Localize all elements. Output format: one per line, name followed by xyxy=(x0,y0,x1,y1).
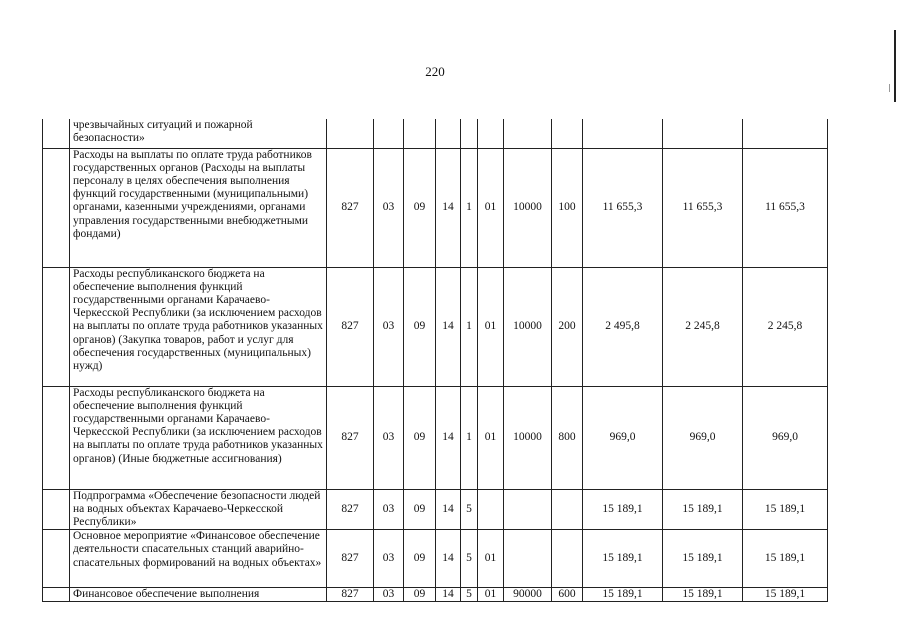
table-row xyxy=(43,119,828,148)
row-code: 827 xyxy=(327,588,374,602)
row-amount-3: 15 189,1 xyxy=(743,530,828,588)
row-code: 827 xyxy=(327,530,374,588)
row-amount-2: 15 189,1 xyxy=(663,489,743,530)
row-amount-1: 11 655,3 xyxy=(583,148,663,267)
row-description: Расходы республиканского бюджета на обеспечение выполнения функций государственными органами Карачаево-Черкесской Республики (за исключением расходов на выплаты по оплате труда работников указанных органов) (Закупка товаров, работ и услуг для обеспечения государственных (муниципальных) нужд) xyxy=(70,267,327,386)
row-amount-3: 15 189,1 xyxy=(743,489,828,530)
row-expense-type xyxy=(552,489,583,530)
row-subsection: 09 xyxy=(404,267,436,386)
row-section: 03 xyxy=(374,148,404,267)
row-subprogram: 1 xyxy=(461,267,478,386)
row-section xyxy=(374,119,404,148)
row-description: чрезвычайных ситуаций и пожарной безопасности» xyxy=(70,119,327,148)
table-row xyxy=(43,267,828,386)
row-program: 14 xyxy=(436,530,461,588)
row-program: 14 xyxy=(436,489,461,530)
row-subsection: 09 xyxy=(404,588,436,602)
row-amount-3 xyxy=(743,119,828,148)
budget-table xyxy=(42,119,828,602)
row-amount-3: 15 189,1 xyxy=(743,588,828,602)
row-expense-type: 200 xyxy=(552,267,583,386)
row-subsection: 09 xyxy=(404,530,436,588)
row-code xyxy=(327,119,374,148)
row-expense-type xyxy=(552,119,583,148)
row-amount-3: 2 245,8 xyxy=(743,267,828,386)
row-expense-type: 600 xyxy=(552,588,583,602)
row-subprogram: 1 xyxy=(461,148,478,267)
row-article: 10000 xyxy=(504,267,552,386)
row-gutter xyxy=(43,386,70,489)
row-amount-2: 969,0 xyxy=(663,386,743,489)
row-gutter xyxy=(43,588,70,602)
row-article xyxy=(504,530,552,588)
row-program: 14 xyxy=(436,588,461,602)
row-program: 14 xyxy=(436,386,461,489)
row-amount-1: 15 189,1 xyxy=(583,530,663,588)
row-amount-3: 969,0 xyxy=(743,386,828,489)
row-description: Расходы на выплаты по оплате труда работников государственных органов (Расходы на выплаты персоналу в целях обеспечения выполнения функций государственными (муниципальными) органами, казенными учреждениями, органами управления государственными внебюджетными фондами) xyxy=(70,148,327,267)
row-section: 03 xyxy=(374,489,404,530)
row-amount-1: 15 189,1 xyxy=(583,489,663,530)
row-article: 90000 xyxy=(504,588,552,602)
row-expense-type: 800 xyxy=(552,386,583,489)
row-subprogram: 5 xyxy=(461,530,478,588)
row-subprogram: 5 xyxy=(461,588,478,602)
row-gutter xyxy=(43,489,70,530)
row-subprogram: 1 xyxy=(461,386,478,489)
row-subprogram: 5 xyxy=(461,489,478,530)
row-article: 10000 xyxy=(504,148,552,267)
row-amount-2: 11 655,3 xyxy=(663,148,743,267)
row-gutter xyxy=(43,530,70,588)
table-row xyxy=(43,588,828,602)
row-subsection xyxy=(404,119,436,148)
row-program xyxy=(436,119,461,148)
row-program: 14 xyxy=(436,267,461,386)
row-subsection: 09 xyxy=(404,148,436,267)
row-article: 10000 xyxy=(504,386,552,489)
table-row xyxy=(43,530,828,588)
row-expense-type: 100 xyxy=(552,148,583,267)
table-row xyxy=(43,148,828,267)
scan-edge-tick xyxy=(889,84,890,92)
row-direction: 01 xyxy=(478,530,504,588)
row-section: 03 xyxy=(374,530,404,588)
row-description: Расходы республиканского бюджета на обеспечение выполнения функций государственными органами Карачаево-Черкесской Республики (за исключением расходов на выплаты по оплате труда работников указанных органов) (Иные бюджетные ассигнования) xyxy=(70,386,327,489)
row-amount-1: 15 189,1 xyxy=(583,588,663,602)
row-gutter xyxy=(43,119,70,148)
row-direction: 01 xyxy=(478,588,504,602)
row-program: 14 xyxy=(436,148,461,267)
row-code: 827 xyxy=(327,489,374,530)
row-expense-type xyxy=(552,530,583,588)
row-code: 827 xyxy=(327,148,374,267)
row-description: Подпрограмма «Обеспечение безопасности людей на водных объектах Карачаево-Черкесской Республики» xyxy=(70,489,327,530)
table-row xyxy=(43,489,828,530)
scan-edge-mark xyxy=(894,30,896,102)
table-row xyxy=(43,386,828,489)
row-code: 827 xyxy=(327,386,374,489)
row-description: Основное мероприятие «Финансовое обеспечение деятельности спасательных станций аварийно-спасательных формирований на водных объектах» xyxy=(70,530,327,588)
row-description: Финансовое обеспечение выполнения xyxy=(70,588,327,602)
row-direction: 01 xyxy=(478,267,504,386)
row-amount-3: 11 655,3 xyxy=(743,148,828,267)
row-amount-1: 969,0 xyxy=(583,386,663,489)
row-subprogram xyxy=(461,119,478,148)
row-section: 03 xyxy=(374,386,404,489)
row-article xyxy=(504,119,552,148)
row-direction xyxy=(478,119,504,148)
row-article xyxy=(504,489,552,530)
row-direction: 01 xyxy=(478,148,504,267)
row-gutter xyxy=(43,267,70,386)
page-number: 220 xyxy=(425,64,445,79)
row-gutter xyxy=(43,148,70,267)
row-amount-2: 15 189,1 xyxy=(663,530,743,588)
row-subsection: 09 xyxy=(404,386,436,489)
row-direction xyxy=(478,489,504,530)
row-amount-1: 2 495,8 xyxy=(583,267,663,386)
row-section: 03 xyxy=(374,588,404,602)
row-code: 827 xyxy=(327,267,374,386)
row-amount-2: 2 245,8 xyxy=(663,267,743,386)
row-subsection: 09 xyxy=(404,489,436,530)
row-amount-1 xyxy=(583,119,663,148)
row-amount-2 xyxy=(663,119,743,148)
row-direction: 01 xyxy=(478,386,504,489)
row-section: 03 xyxy=(374,267,404,386)
row-amount-2: 15 189,1 xyxy=(663,588,743,602)
